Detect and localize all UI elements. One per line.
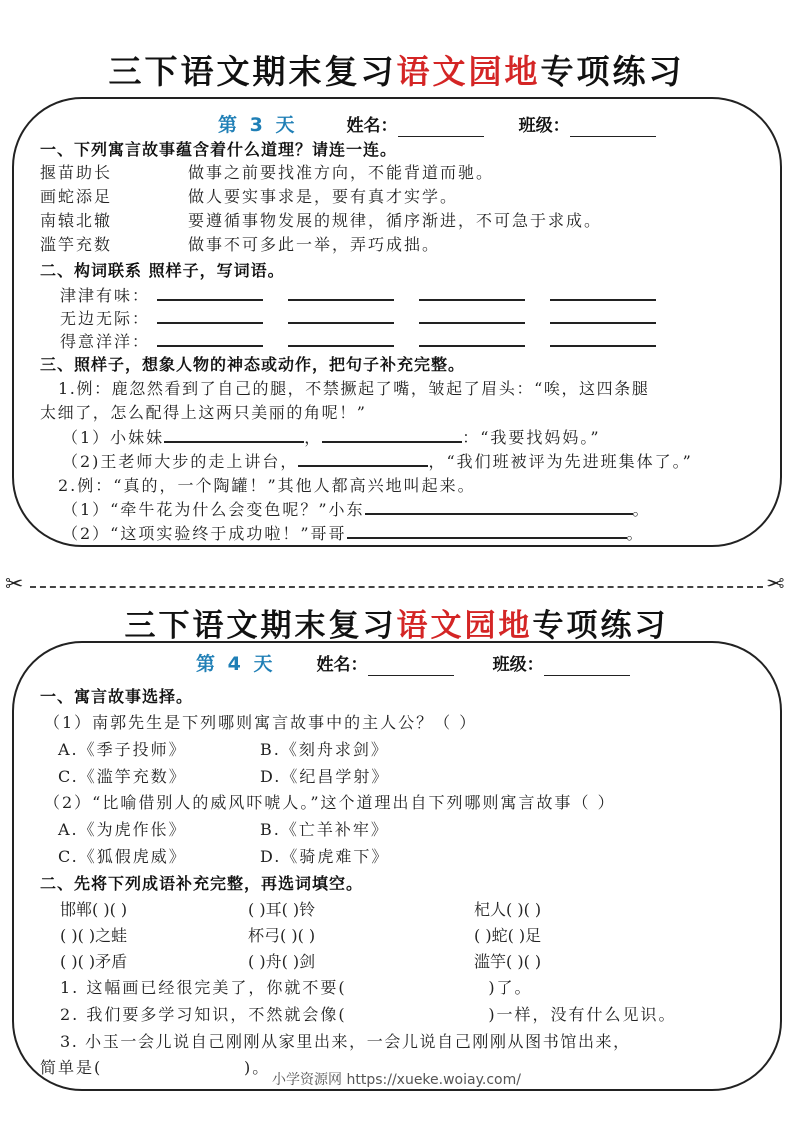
word-blank[interactable] [550,287,656,301]
title-prefix: 三下语文期末复习 [124,608,397,644]
word-blank[interactable] [288,287,394,301]
s3-heading: 三、照样子，想象人物的神态或动作，把句子补充完整。 [40,355,466,374]
cut-line [30,586,763,588]
moral-item[interactable]: 做人要实事求是，要有真才实学。 [188,187,459,206]
question-2 [62,449,693,472]
mcq-option[interactable]: A.《为虎作伥》 [58,820,187,839]
mcq-option[interactable]: C.《狐假虎威》 [58,847,187,866]
idiom-fill[interactable]: ( )耳( )铃 [248,900,316,919]
answer-blank[interactable] [164,429,304,443]
title-suffix: 专项练习 [540,52,685,91]
idiom-fill[interactable]: 杞人( )( ) [474,900,542,919]
word-blank[interactable] [419,333,525,347]
mcq-option[interactable]: A.《季子投师》 [58,740,187,759]
mcq-option[interactable]: C.《滥竽充数》 [58,767,187,786]
answer-blank[interactable] [347,525,627,539]
word-row [60,329,656,352]
name-field[interactable] [398,136,484,137]
q-text: ， [304,428,323,447]
q-text: （2)王老师大步的走上讲台， [62,452,299,471]
word-blank[interactable] [157,310,263,324]
mcq-option[interactable]: D.《纪昌学射》 [260,767,390,786]
word-row [60,283,656,306]
title-prefix: 三下语文期末复习 [108,52,397,91]
word-blank[interactable] [288,310,394,324]
answer-blank[interactable] [322,429,462,443]
class-field[interactable] [570,136,656,137]
word-blank[interactable] [288,333,394,347]
word-prompt: 津津有味： [60,286,151,305]
idiom-item[interactable]: 画蛇添足 [40,187,113,206]
word-prompt: 得意洋洋： [60,332,151,351]
fill-sentence-1[interactable]: 1. 这幅画已经很完美了，你就不要( )了。 [60,978,533,997]
fill-sentence-3-a: 3. 小玉一会儿说自己刚刚从家里出来，一会儿说自己刚刚从图书馆出来， [60,1032,631,1051]
sheet2-header-row [196,649,630,676]
sheet1-header-row [218,110,656,137]
word-blank[interactable] [550,310,656,324]
scissors-icon: ✂ [5,572,24,597]
idiom-fill[interactable]: ( )舟( )剑 [248,952,316,971]
idiom-fill[interactable]: 滥竽( )( ) [474,952,542,971]
class-label: 班级： [492,655,544,675]
word-blank[interactable] [157,287,263,301]
fill-sentence-3-b[interactable]: 简单是( )。 [40,1058,271,1077]
question-1 [62,425,601,448]
word-row [60,306,656,329]
mcq-option[interactable]: B.《亡羊补牢》 [260,820,389,839]
day-label: 第 4 天 [196,653,276,675]
example-2: 2.例：“真的，一个陶罐！”其他人都高兴地叫起来。 [58,476,476,495]
day-label: 第 3 天 [218,114,298,136]
idiom-item[interactable]: 南辕北辙 [40,211,113,230]
word-blank[interactable] [550,333,656,347]
name-field[interactable] [368,675,454,676]
q-text: （2）“这项实验终于成功啦！”哥哥 [62,524,347,543]
name-label: 姓名： [346,116,398,136]
idiom-fill[interactable]: ( )( )矛盾 [60,952,128,971]
q-text: 。 [632,500,651,519]
idiom-item[interactable]: 揠苗助长 [40,163,113,182]
s2-heading: 二、构词联系 照样子，写词语。 [40,261,285,280]
word-blank[interactable] [419,287,525,301]
q-text: 。 [626,524,645,543]
s1-heading: 一、下列寓言故事蕴含着什么道理？请连一连。 [40,140,398,159]
idiom-fill[interactable]: ( )( )之蛙 [60,926,128,945]
idiom-item[interactable]: 滥竽充数 [40,235,113,254]
mcq-option[interactable]: D.《骑虎难下》 [260,847,390,866]
moral-item[interactable]: 做事不可多此一举，弄巧成拙。 [188,235,441,254]
answer-blank[interactable] [298,453,428,467]
watermark: 小学资源网 https://xueke.woiay.com/ [272,1072,521,1088]
idiom-fill[interactable]: 邯郸( )( ) [60,900,128,919]
idiom-fill[interactable]: ( )蛇( )足 [474,926,542,945]
q-text: （1）“牵牛花为什么会变色呢？”小东 [62,500,365,519]
mcq-1-question: （1）南郭先生是下列哪则寓言故事中的主人公？（ ） [44,713,478,732]
fill-sentence-2[interactable]: 2. 我们要多学习知识，不然就会像( )一样，没有什么见识。 [60,1005,677,1024]
s1-heading: 一、寓言故事选择。 [40,687,194,706]
sheet2-title [0,600,793,645]
q-text: （1）小妹妹 [62,428,165,447]
class-field[interactable] [544,675,630,676]
word-blank[interactable] [419,310,525,324]
title-highlight: 语文园地 [396,52,541,91]
mcq-option[interactable]: B.《刻舟求剑》 [260,740,389,759]
word-blank[interactable] [157,333,263,347]
question-3 [62,497,651,520]
name-label: 姓名： [316,655,368,675]
s2-heading: 二、先将下列成语补充完整，再选词填空。 [40,874,364,893]
scissors-icon: ✂ [766,572,785,597]
example-1-line-b: 太细了，怎么配得上这两只美丽的角呢！” [40,403,367,422]
mcq-2-question: （2）“比喻借别人的威风吓唬人。”这个道理出自下列哪则寓言故事（ ） [44,793,616,812]
sheet1-title [0,46,793,93]
example-1-line-a: 1.例：鹿忽然看到了自己的腿，不禁撅起了嘴，皱起了眉头：“唉，这四条腿 [58,379,650,398]
class-label: 班级： [518,116,570,136]
word-prompt: 无边无际： [60,309,151,328]
title-highlight: 语文园地 [396,608,533,644]
question-4 [62,521,645,544]
moral-item[interactable]: 要遵循事物发展的规律，循序渐进，不可急于求成。 [188,211,603,230]
q-text: ：“我要找妈妈。” [462,428,601,447]
idiom-fill[interactable]: 杯弓( )( ) [248,926,316,945]
title-suffix: 专项练习 [532,608,669,644]
answer-blank[interactable] [365,501,633,515]
q-text: ，“我们班被评为先进班集体了。” [428,452,693,471]
moral-item[interactable]: 做事之前要找准方向，不能背道而驰。 [188,163,495,182]
